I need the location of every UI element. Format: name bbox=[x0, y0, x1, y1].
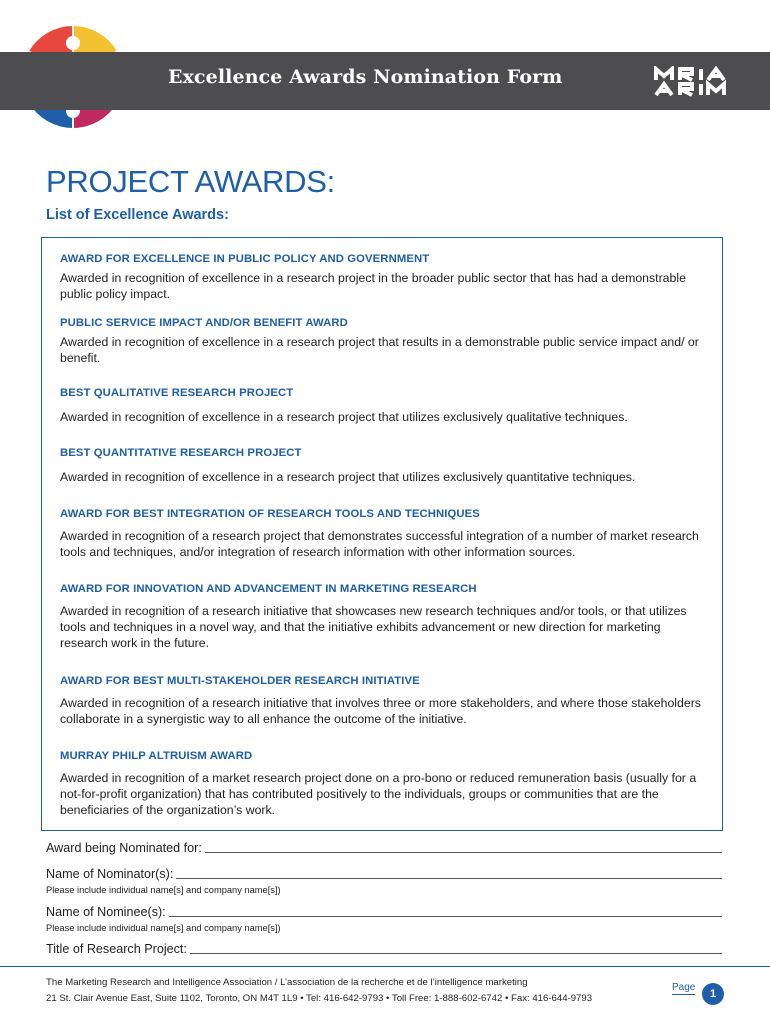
award-nominated-field bbox=[46, 840, 722, 855]
award-title: BEST QUALITATIVE RESEARCH PROJECT bbox=[60, 387, 294, 399]
award-title: AWARD FOR INNOVATION AND ADVANCEMENT IN MARKETING RESEARCH bbox=[60, 583, 477, 595]
footer-contact-info: 21 St. Clair Avenue East, Suite 1102, Toronto, ON M4T 1L9 • Tel: 416-642-9793 • Toll Free: 1-888-602-6742 • Fax: 416-644-9793 bbox=[46, 993, 593, 1004]
award-title: BEST QUANTITATIVE RESEARCH PROJECT bbox=[60, 447, 302, 459]
award-nominated-label: Award being Nominated for: bbox=[46, 841, 202, 855]
nominee-label: Name of Nominee(s): bbox=[46, 905, 166, 919]
award-description: Awarded in recognition of a research initiative that showcases new research techniques and/or tools, or that utilizes tools and techniques in a novel way, and that the initiative exhibits advancement or new direction for marketing research work in the future. bbox=[60, 604, 687, 650]
award-description: Awarded in recognition of a research project that demonstrates successful integration of a number of market research tools and techniques, and/or integration of research information with other information sources. bbox=[60, 529, 699, 559]
nominator-label: Name of Nominator(s): bbox=[46, 867, 174, 881]
award-description: Awarded in recognition of excellence in a research project that results in a demonstrable public service impact and/ or benefit. bbox=[60, 335, 699, 365]
award-title: AWARD FOR BEST MULTI-STAKEHOLDER RESEARCH INITIATIVE bbox=[60, 675, 420, 687]
nominee-field bbox=[46, 904, 722, 933]
award-description: Awarded in recognition of excellence in a research project that utilizes exclusively quantitative techniques. bbox=[60, 470, 636, 484]
award-title: PUBLIC SERVICE IMPACT AND/OR BENEFIT AWARD bbox=[60, 317, 348, 329]
research-project-input[interactable] bbox=[190, 941, 722, 954]
award-title: AWARD FOR BEST INTEGRATION OF RESEARCH TOOLS AND TECHNIQUES bbox=[60, 508, 480, 520]
award-item-public-policy bbox=[60, 253, 710, 302]
award-description: Awarded in recognition of a market research project done on a pro-bono or reduced remuneration basis (usually for a not-for-profit organization) that has contributed positively to the individuals, groups or communities that are the beneficiaries of the organization’s work. bbox=[60, 771, 697, 817]
award-item-integration bbox=[60, 508, 710, 560]
footer-divider bbox=[0, 966, 770, 967]
award-item-public-service bbox=[60, 317, 710, 366]
footer-association-name: The Marketing Research and Intelligence Association / L’association de la recherche et de l’intelligence marketing bbox=[46, 977, 528, 988]
award-item-innovation bbox=[60, 583, 710, 651]
award-description: Awarded in recognition of excellence in a research project that utilizes exclusively qualitative techniques. bbox=[60, 410, 628, 424]
awards-list-heading: List of Excellence Awards: bbox=[46, 207, 229, 223]
award-description: Awarded in recognition of excellence in a research project in the broader public sector that has had a demonstrable public policy impact. bbox=[60, 271, 686, 301]
award-item-multi-stakeholder bbox=[60, 675, 710, 727]
mria-arim-logo-icon bbox=[652, 66, 756, 98]
research-project-field bbox=[46, 941, 722, 956]
form-title: Excellence Awards Nomination Form bbox=[168, 66, 563, 88]
award-item-altruism bbox=[60, 750, 710, 818]
award-item-quantitative bbox=[60, 447, 710, 485]
award-title: AWARD FOR EXCELLENCE IN PUBLIC POLICY AND GOVERNMENT bbox=[60, 253, 430, 265]
nominee-hint: Please include individual name[s] and company name[s]) bbox=[46, 923, 281, 933]
page-number-badge: 1 bbox=[702, 983, 724, 1005]
award-title: MURRAY PHILP ALTRUISM AWARD bbox=[60, 750, 253, 762]
nominee-input[interactable] bbox=[169, 904, 722, 917]
nominator-hint: Please include individual name[s] and company name[s]) bbox=[46, 885, 281, 895]
nominator-field bbox=[46, 866, 722, 895]
research-project-label: Title of Research Project: bbox=[46, 942, 187, 956]
awards-list-box bbox=[41, 237, 723, 831]
award-nominated-input[interactable] bbox=[205, 840, 722, 853]
award-item-qualitative bbox=[60, 387, 710, 425]
page-label: Page bbox=[672, 982, 696, 993]
award-description: Awarded in recognition of a research initiative that involves three or more stakeholders, and where those stakeholders collaborate in a synergistic way to all enhance the outcome of the initiative. bbox=[60, 696, 701, 726]
nominator-input[interactable] bbox=[176, 866, 722, 879]
page-title: PROJECT AWARDS: bbox=[46, 164, 335, 199]
